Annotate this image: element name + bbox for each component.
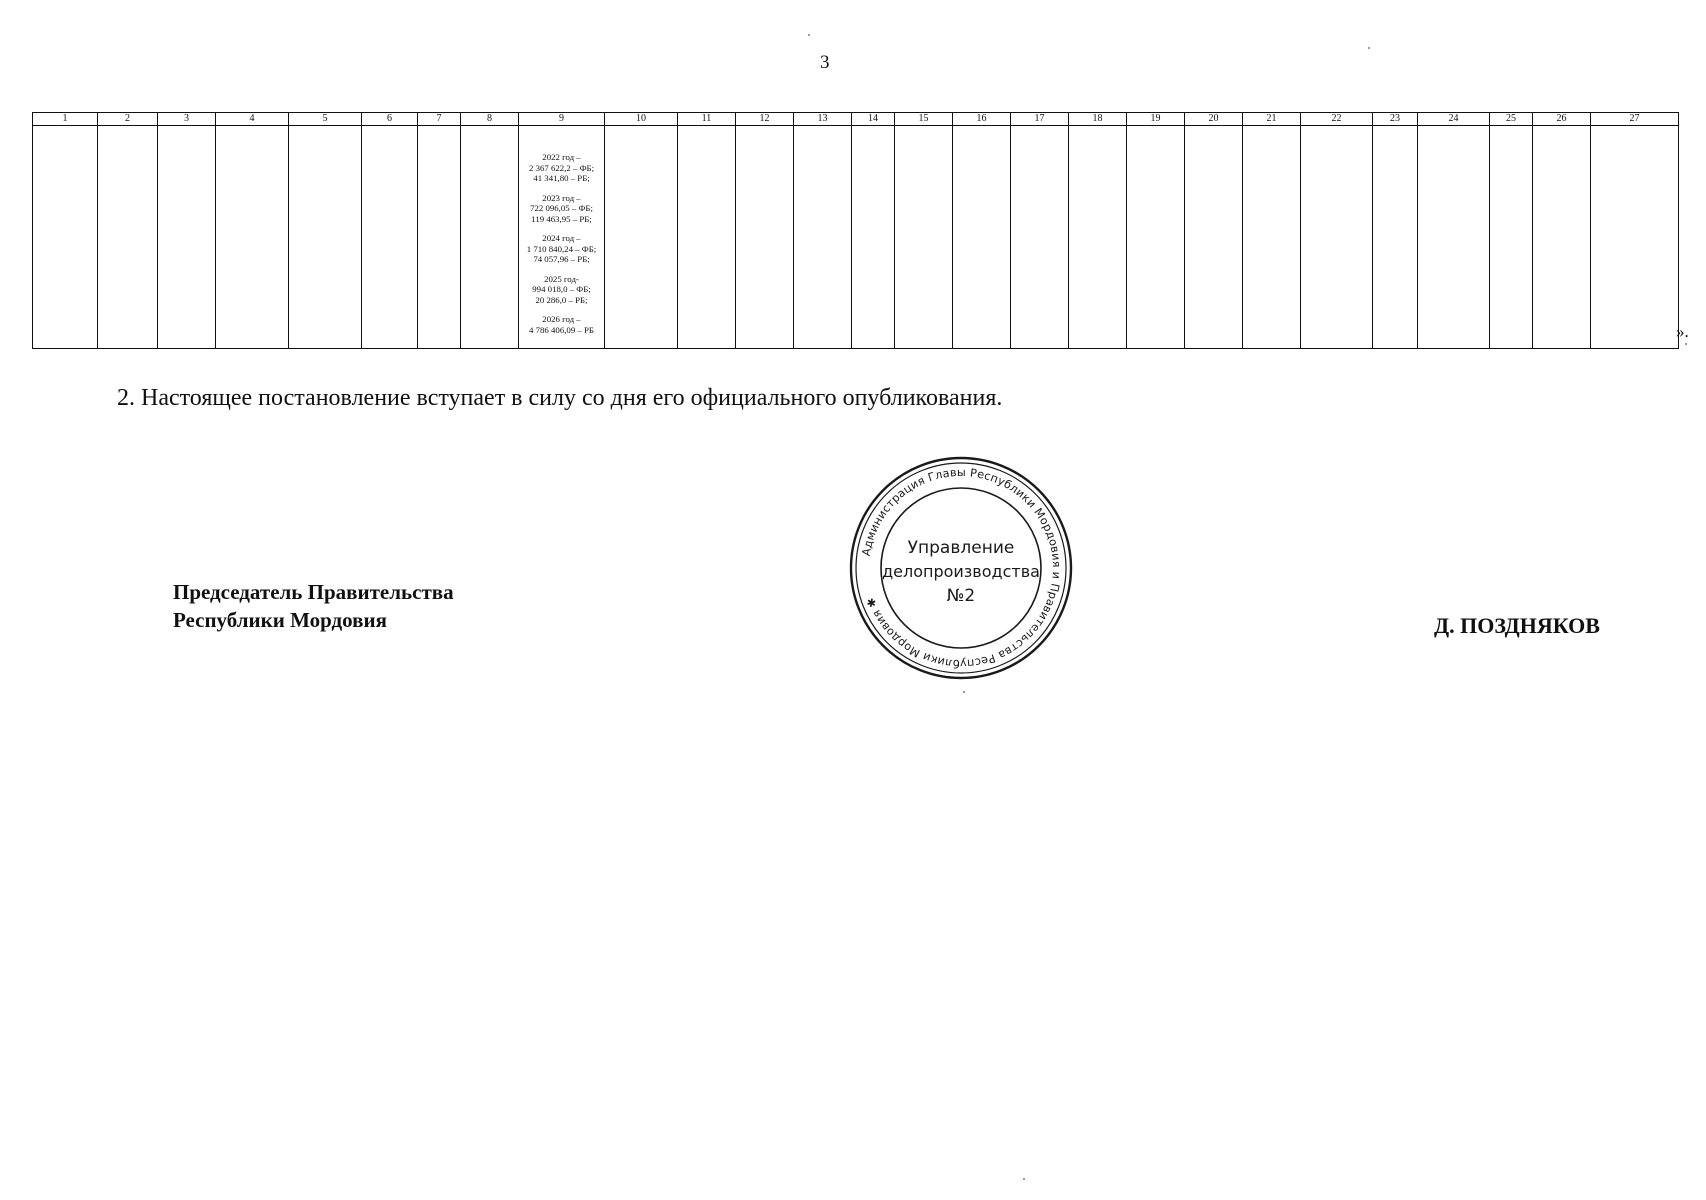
table-cell-col-21 <box>1243 126 1301 349</box>
funding-amount: 1 710 840,24 – ФБ; <box>526 243 597 254</box>
column-number-row <box>33 113 1679 126</box>
table-cell-col-7 <box>418 126 461 349</box>
funding-table <box>32 112 1675 349</box>
column-header-17: 17 <box>1011 113 1069 126</box>
table-cell-col-23 <box>1373 126 1418 349</box>
column-header-13: 13 <box>794 113 852 126</box>
funding-entry <box>519 233 604 265</box>
column-header-27: 27 <box>1591 113 1679 126</box>
column-header-25: 25 <box>1490 113 1533 126</box>
column-header-16: 16 <box>953 113 1011 126</box>
column-header-6: 6 <box>362 113 418 126</box>
table-cell-col-17 <box>1011 126 1069 349</box>
funding-entry <box>519 193 604 225</box>
scan-speck <box>1368 47 1370 49</box>
funding-amount: 2 367 622,2 – ФБ; <box>528 162 595 173</box>
column-header-26: 26 <box>1533 113 1591 126</box>
funding-year: 2026 год – <box>542 314 581 324</box>
signer-name: Д. ПОЗДНЯКОВ <box>1434 613 1600 638</box>
column-header-10: 10 <box>605 113 678 126</box>
table-cell-col-14 <box>852 126 895 349</box>
table-cell-col-1 <box>33 126 98 349</box>
funding-year: 2023 год – <box>542 192 581 203</box>
column-header-20: 20 <box>1185 113 1243 126</box>
funding-year: 2025 год- <box>544 273 579 284</box>
funding-entry <box>519 274 604 306</box>
scan-speck <box>808 34 810 36</box>
signer-title-line-1: Председатель Правительства <box>173 580 454 604</box>
column-header-2: 2 <box>98 113 158 126</box>
table-cell-col-15 <box>895 126 953 349</box>
page-number: 3 <box>820 52 830 73</box>
column-header-24: 24 <box>1418 113 1490 126</box>
funding-year: 2022 год – <box>542 152 581 162</box>
column-header-19: 19 <box>1127 113 1185 126</box>
scan-speck <box>963 691 965 693</box>
table-row <box>33 126 1679 349</box>
column-header-3: 3 <box>158 113 216 126</box>
table-cell-col-27 <box>1591 126 1679 349</box>
funding-amount: 20 286,0 – РБ; <box>535 294 588 305</box>
funding-amount: 74 057,96 – РБ; <box>533 254 590 264</box>
official-seal-stamp <box>848 455 1074 681</box>
table-cell-col-19 <box>1127 126 1185 349</box>
table-cell-col-26 <box>1533 126 1591 349</box>
table-cell-col-25 <box>1490 126 1533 349</box>
funding-entry <box>519 152 604 184</box>
funding-amount: 4 786 406,09 – РБ <box>529 324 594 335</box>
table-cell-col-6 <box>362 126 418 349</box>
clause-2-text: 2. Настоящее постановление вступает в силу со дня его официального опубликования. <box>117 385 1003 411</box>
seal-center-line-2: делопроизводства <box>882 562 1040 581</box>
closing-quote-mark: ». <box>1676 322 1689 341</box>
table-cell-col-12 <box>736 126 794 349</box>
table-cell-col-18 <box>1069 126 1127 349</box>
table-cell-col-5 <box>289 126 362 349</box>
column-header-18: 18 <box>1069 113 1127 126</box>
column-header-12: 12 <box>736 113 794 126</box>
column-header-21: 21 <box>1243 113 1301 126</box>
funding-year: 2024 год – <box>542 233 581 243</box>
column-header-15: 15 <box>895 113 953 126</box>
table-cell-col-2 <box>98 126 158 349</box>
signer-title <box>173 578 454 634</box>
column-header-4: 4 <box>216 113 289 126</box>
funding-amount: 41 341,80 – РБ; <box>533 173 590 183</box>
table-cell-col-11 <box>678 126 736 349</box>
table-cell-col-24 <box>1418 126 1490 349</box>
table-cell-col-20 <box>1185 126 1243 349</box>
funding-entry <box>519 314 604 335</box>
column-header-22: 22 <box>1301 113 1373 126</box>
funding-amount: 994 018,0 – ФБ; <box>532 284 591 294</box>
column-header-8: 8 <box>461 113 519 126</box>
table-cell-col-3 <box>158 126 216 349</box>
table-cell-col-13 <box>794 126 852 349</box>
table-cell-col-10 <box>605 126 678 349</box>
column-header-5: 5 <box>289 113 362 126</box>
column-header-23: 23 <box>1373 113 1418 126</box>
column-header-14: 14 <box>852 113 895 126</box>
column-header-9: 9 <box>519 113 605 126</box>
column-header-1: 1 <box>33 113 98 126</box>
column-header-7: 7 <box>418 113 461 126</box>
table-cell-col-4 <box>216 126 289 349</box>
table-cell-col-16 <box>953 126 1011 349</box>
seal-outer-text: Администрация Главы Республики Мордовия и Правительства Республики Мордовия ✱ <box>859 465 1064 671</box>
seal-center-line-1: Управление <box>907 538 1015 558</box>
table-cell-col-9 <box>519 126 605 349</box>
signer-title-line-2: Республики Мордовия <box>173 608 387 632</box>
table-cell-col-22 <box>1301 126 1373 349</box>
column-header-11: 11 <box>678 113 736 126</box>
funding-amount: 119 463,95 – РБ; <box>531 213 592 224</box>
seal-center-line-3: №2 <box>946 586 976 606</box>
funding-amount: 722 096,05 – ФБ; <box>530 203 593 213</box>
funding-by-year-list <box>519 126 604 335</box>
table-cell-col-8 <box>461 126 519 349</box>
scan-speck <box>1685 343 1687 345</box>
scan-speck <box>1023 1178 1025 1180</box>
